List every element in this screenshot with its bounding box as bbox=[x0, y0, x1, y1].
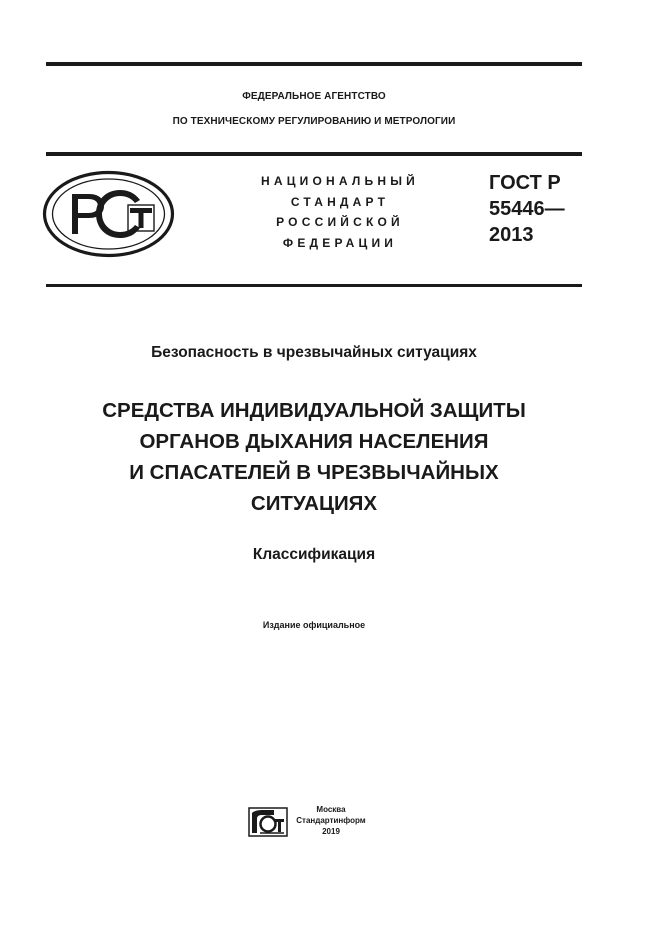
designation-line: 55446— bbox=[489, 198, 565, 220]
standard-type-line: РОССИЙСКОЙ bbox=[276, 215, 404, 229]
title-line: ОРГАНОВ ДЫХАНИЯ НАСЕЛЕНИЯ bbox=[139, 430, 489, 453]
standard-type-line: ФЕДЕРАЦИИ bbox=[282, 235, 398, 250]
agency-line-1: ФЕДЕРАЛЬНОЕ АГЕНТСТВО bbox=[242, 91, 386, 102]
publication-year: 2019 bbox=[322, 827, 340, 836]
publisher-city: Москва bbox=[316, 805, 346, 814]
document-title bbox=[46, 395, 582, 519]
standard-type-line: НАЦИОНАЛЬНЫЙ bbox=[260, 174, 420, 188]
designation-line: ГОСТ Р bbox=[489, 172, 561, 194]
gost-r-mark-icon bbox=[42, 170, 175, 258]
title-line: СИТУАЦИЯХ bbox=[250, 492, 378, 515]
designation-line: 2013 bbox=[489, 224, 534, 246]
standartinform-logo-icon bbox=[248, 807, 288, 837]
bottom-divider bbox=[46, 284, 582, 287]
subject-heading: Безопасность в чрезвычайных ситуациях bbox=[151, 344, 477, 361]
standard-designation bbox=[489, 170, 565, 248]
document-subtitle: Классификация bbox=[252, 546, 376, 563]
publisher-block bbox=[296, 804, 366, 837]
top-divider bbox=[46, 62, 582, 66]
title-line: И СПАСАТЕЛЕЙ В ЧРЕЗВЫЧАЙНЫХ bbox=[129, 461, 499, 484]
standard-type-block bbox=[228, 171, 452, 253]
agency-line-2: ПО ТЕХНИЧЕСКОМУ РЕГУЛИРОВАНИЮ И МЕТРОЛОГИИ bbox=[172, 116, 456, 127]
standard-type-line: СТАНДАРТ bbox=[290, 194, 390, 209]
publisher-name: Стандартинформ bbox=[296, 816, 366, 825]
middle-divider bbox=[46, 152, 582, 156]
title-line: СРЕДСТВА ИНДИВИДУАЛЬНОЙ ЗАЩИТЫ bbox=[102, 399, 526, 422]
edition-note: Издание официальное bbox=[262, 620, 366, 630]
